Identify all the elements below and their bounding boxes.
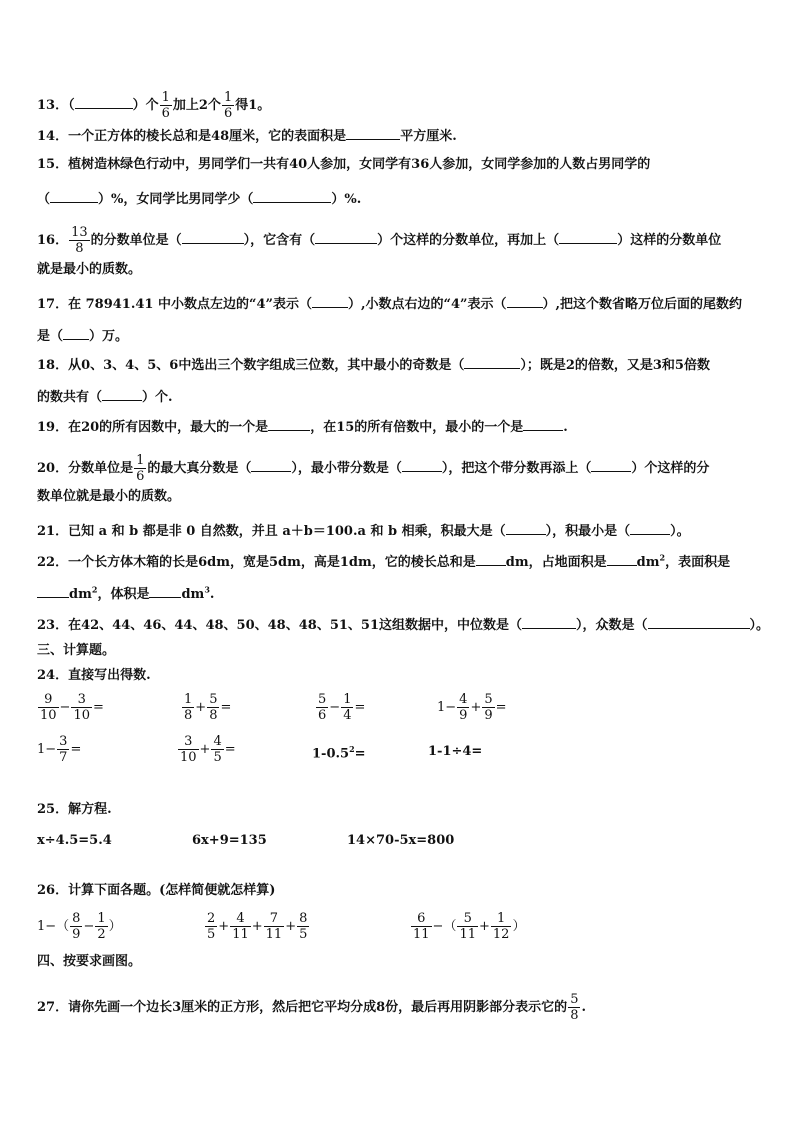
question-15-line2: （ ）%，女同学比男同学少（ ）%. — [37, 192, 362, 207]
answer-blank[interactable] — [63, 327, 89, 340]
answer-blank[interactable] — [630, 522, 670, 535]
question-18: 18．从0、3、4、5、6中选出三个数字组成三位数，其中最小的奇数是（ ）；既是2的倍数，又是3和5倍数 — [37, 358, 710, 373]
fraction: $\frac{1}{6}$ — [223, 90, 233, 121]
equation-3: 14×70-5x=800 — [347, 833, 455, 848]
answer-blank[interactable] — [607, 553, 637, 566]
calc-24-7: $1-0.5^2=$ — [312, 744, 366, 762]
answer-blank[interactable] — [464, 356, 520, 369]
answer-blank[interactable] — [346, 127, 400, 140]
question-20: 20．分数单位是 $\frac{1}{6}$ 的最大真分数是（ ），最小带分数是（ ），把这个带分数再添上（ ）个这样的分 — [37, 453, 710, 484]
answer-blank[interactable] — [476, 553, 506, 566]
answer-blank[interactable] — [37, 585, 69, 598]
question-16-line2: 就是最小的质数。 — [37, 262, 142, 277]
answer-blank[interactable] — [591, 459, 631, 472]
question-22: 22．一个长方体木箱的长是6dm，宽是5dm，高是1dm，它的棱长总和是 dm，占地面积是 $dm^2$，表面积是 — [37, 552, 731, 570]
answer-blank[interactable] — [559, 231, 617, 244]
answer-blank[interactable] — [251, 459, 291, 472]
question-25-title: 25．解方程. — [37, 802, 112, 817]
fraction: $\frac{1}{6}$ — [136, 453, 145, 484]
answer-blank[interactable] — [253, 190, 331, 203]
answer-blank[interactable] — [75, 96, 133, 109]
question-13: 13．（ ）个 $\frac{1}{6}$ 加上2个 $\frac{1}{6}$ 得1。 — [37, 90, 271, 121]
question-22-line2: $dm^2$，体积是 $dm^3$. — [37, 585, 214, 601]
answer-blank[interactable] — [312, 295, 348, 308]
answer-blank[interactable] — [507, 295, 543, 308]
question-14: 14．一个正方体的棱长总和是48厘米，它的表面积是 平方厘米. — [37, 129, 457, 144]
answer-blank[interactable] — [506, 522, 546, 535]
calc-24-1: $\frac{9}{10}$ − $\frac{3}{10}$ = — [40, 692, 104, 723]
calc-24-6: $\frac{3}{10}$ + $\frac{4}{5}$ = — [180, 734, 236, 765]
question-15: 15．植树造林绿色行动中，男同学们一共有40人参加，女同学有36人参加，女同学参加的人数占男同学的 — [37, 157, 651, 172]
section-4-heading: 四、按要求画图。 — [37, 954, 142, 969]
answer-blank[interactable] — [648, 616, 750, 629]
question-20-line2: 数单位就是最小的质数。 — [37, 489, 181, 504]
fraction: $\frac{1}{6}$ — [161, 90, 170, 121]
answer-blank[interactable] — [102, 388, 142, 401]
calc-24-5: 1− $\frac{3}{7}$ = — [37, 734, 82, 765]
question-26-title: 26．计算下面各题。(怎样简便就怎样算) — [37, 883, 276, 898]
calc-24-4: 1− $\frac{4}{9}$ + $\frac{5}{9}$ = — [437, 692, 507, 723]
answer-blank[interactable] — [149, 585, 181, 598]
calc-26-2: $\frac{2}{5}$ + $\frac{4}{11}$ + $\frac{7}{11}$ + $\frac{8}{5}$ — [207, 911, 308, 942]
question-27: 27．请你先画一个边长3厘米的正方形，然后把它平均分成8份，最后再用阴影部分表示它的 $\frac{5}{8}$ . — [37, 992, 586, 1023]
section-3-heading: 三、计算题。 — [37, 643, 116, 658]
calc-24-3: $\frac{5}{6}$ − $\frac{1}{4}$ = — [318, 692, 366, 723]
question-16: 16． $\frac{13}{8}$ 的分数单位是（ ），它含有（ ）个这样的分数单位，再加上（ ）这样的分数单位 — [37, 225, 722, 256]
answer-blank[interactable] — [522, 616, 576, 629]
question-19: 19．在20的所有因数中，最大的一个是 ，在15的所有倍数中，最小的一个是 . — [37, 420, 568, 435]
answer-blank[interactable] — [268, 418, 310, 431]
answer-blank[interactable] — [315, 231, 377, 244]
equation-2: 6x+9=135 — [192, 833, 267, 848]
calc-24-8: 1-1÷4= — [428, 744, 483, 759]
calc-26-3: $\frac{6}{11}$ −（ $\frac{5}{11}$ + $\frac{1}{12}$ ） — [413, 911, 526, 942]
fraction: $\frac{5}{8}$ — [570, 992, 579, 1023]
answer-blank[interactable] — [182, 231, 244, 244]
fraction: $\frac{13}{8}$ — [71, 225, 88, 256]
calc-24-2: $\frac{1}{8}$ + $\frac{5}{8}$ = — [184, 692, 232, 723]
question-17: 17．在 78941.41 中小数点左边的“4”表示（ ）,小数点右边的“4”表示（ ）,把这个数省略万位后面的尾数约 — [37, 297, 743, 312]
equation-1: x÷4.5=5.4 — [37, 833, 112, 848]
question-21: 21．已知 a 和 b 都是非 0 自然数，并且 a＋b＝100.a 和 b 相乘，积最大是（ ），积最小是（ ）。 — [37, 524, 690, 539]
question-23: 23．在42、44、46、44、48、50、48、48、51、51这组数据中，中位数是（ ），众数是（ ）。 — [37, 618, 770, 633]
answer-blank[interactable] — [402, 459, 442, 472]
question-24-title: 24．直接写出得数. — [37, 668, 151, 683]
calc-26-1: 1−（ $\frac{8}{9}$ − $\frac{1}{2}$ ） — [37, 911, 122, 942]
answer-blank[interactable] — [50, 190, 98, 203]
question-18-line2: 的数共有（ ）个. — [37, 390, 173, 405]
question-17-line2: 是（ ）万。 — [37, 329, 129, 344]
answer-blank[interactable] — [523, 418, 563, 431]
